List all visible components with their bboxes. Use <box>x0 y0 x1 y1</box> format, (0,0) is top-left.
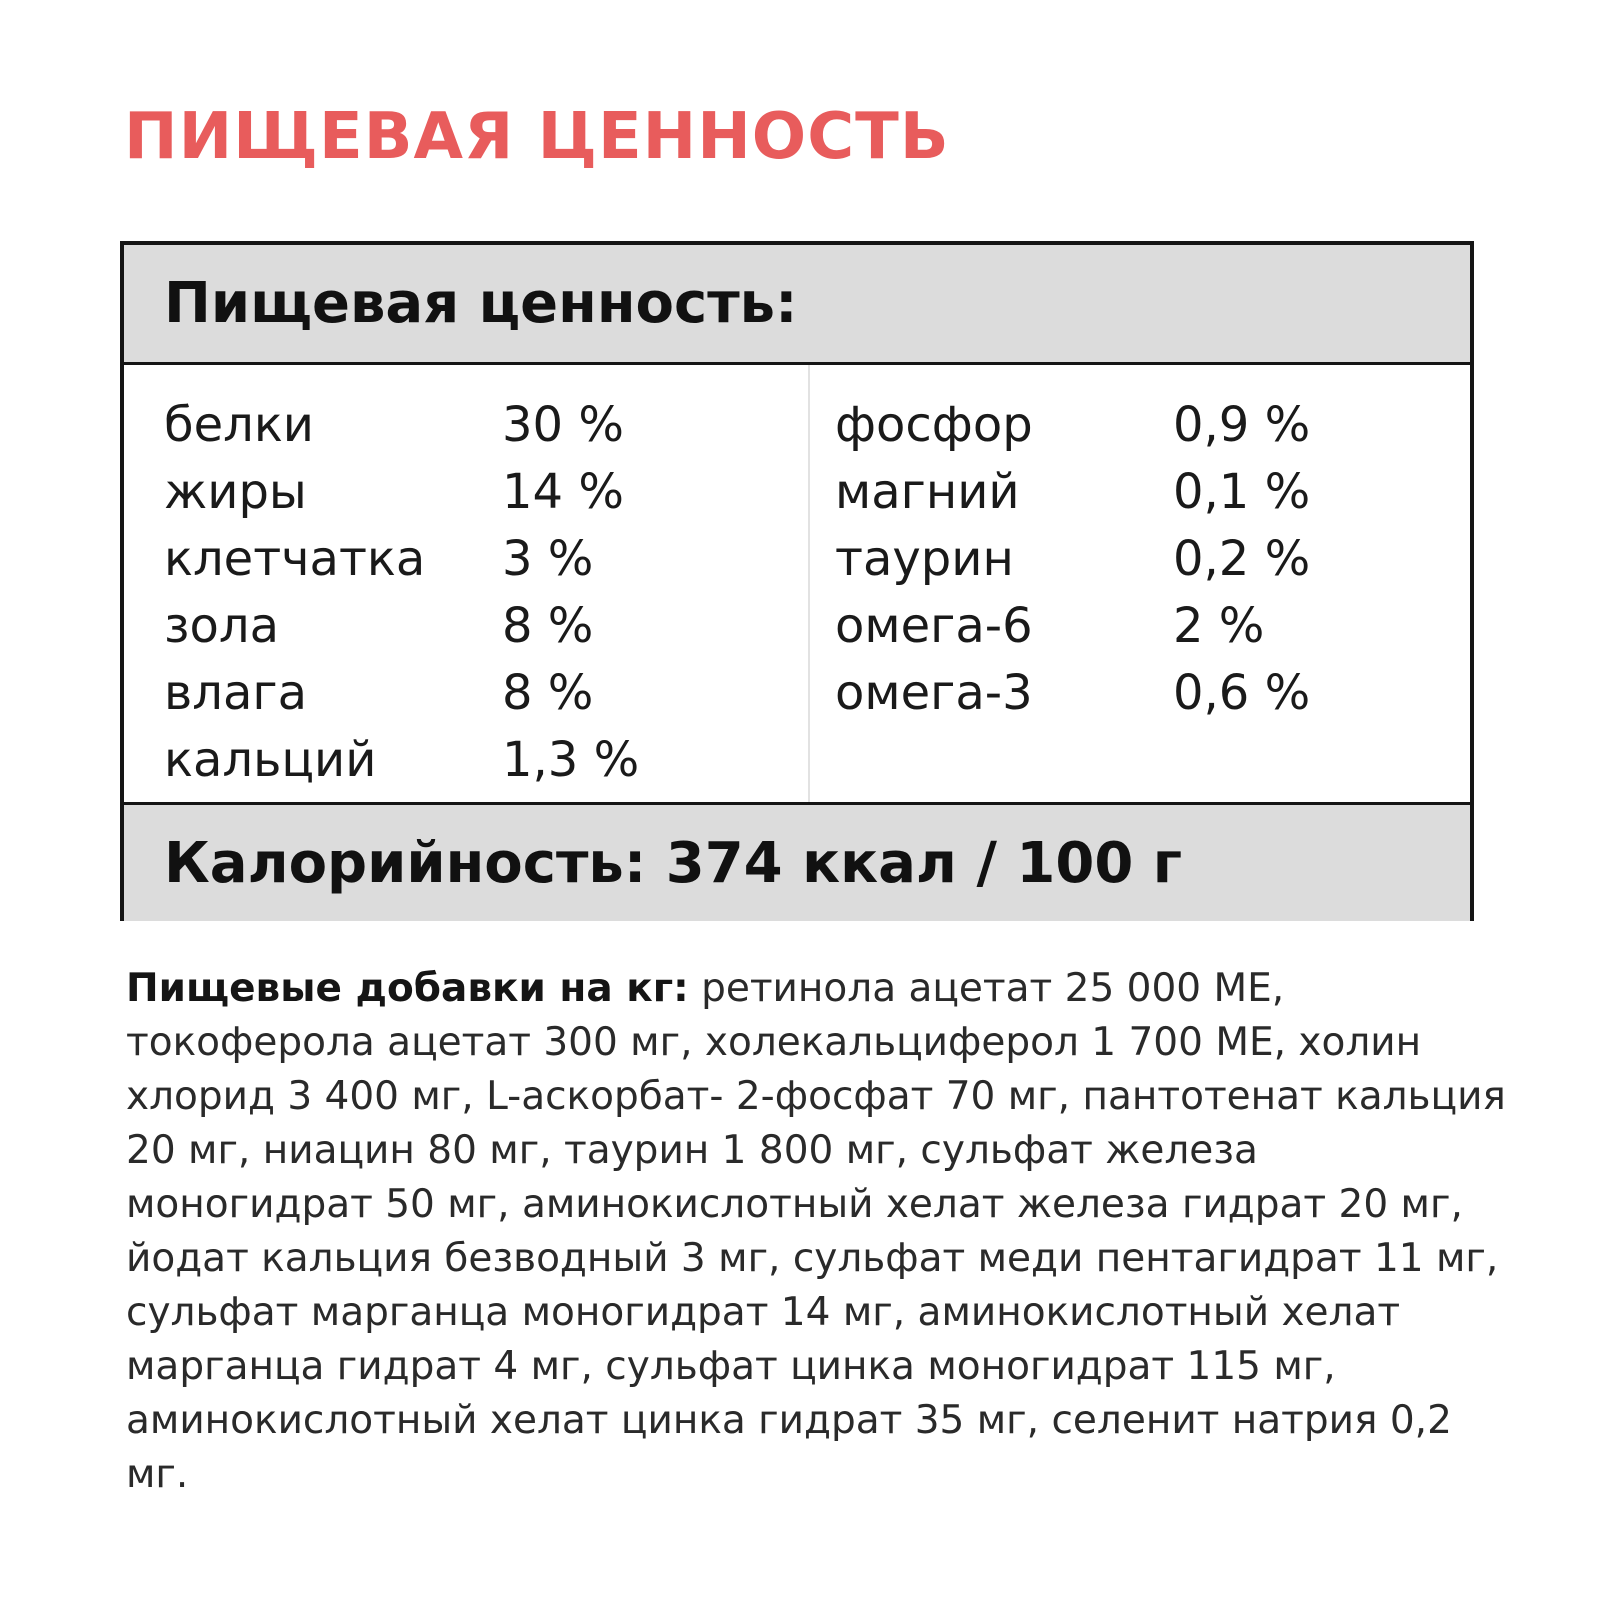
additives-paragraph <box>126 962 1516 1502</box>
page-title: ПИЩЕВАЯ ЦЕННОСТЬ <box>124 100 950 174</box>
nutrient-row <box>164 458 799 525</box>
nutrition-table <box>120 241 1474 921</box>
nutrient-row <box>835 659 1470 726</box>
table-body <box>124 365 1470 802</box>
nutrient-name: белки <box>164 396 314 453</box>
nutrient-name: зола <box>164 597 279 654</box>
calories-text: Калорийность: 374 ккал / 100 г <box>164 830 1183 896</box>
nutrient-column-left <box>124 365 799 802</box>
nutrient-row <box>164 592 799 659</box>
nutrient-value: 14 % <box>502 463 624 520</box>
column-divider <box>808 365 810 802</box>
nutrient-value: 1,3 % <box>502 731 640 788</box>
nutrient-row <box>835 525 1470 592</box>
nutrient-value: 3 % <box>502 530 594 587</box>
table-header-title: Пищевая ценность: <box>164 271 798 336</box>
nutrient-row <box>164 726 799 793</box>
additives-text: ретинола ацетат 25 000 МЕ, токоферола ацетат 300 мг, холекальциферол 1 700 МЕ, холин хлорид 3 400 мг, L-аскорбат- 2-фосфат 70 мг, пантотенат кальция 20 мг, ниацин 80 мг, таурин 1 800 мг, сульфат железа моногидрат 50 мг, аминокислотный хелат железа гидрат 20 мг, йодат кальция безводный 3 мг, сульфат меди пентагидрат 11 мг, сульфат марганца моногидрат 14 мг, аминокислотный хелат марганца гидрат 4 мг, сульфат цинка моногидрат 115 мг, аминокислотный хелат цинка гидрат 35 мг, селенит натрия 0,2 мг. <box>126 966 1506 1497</box>
nutrient-value: 8 % <box>502 597 594 654</box>
nutrient-value: 2 % <box>1173 597 1265 654</box>
nutrient-name: магний <box>835 463 1020 520</box>
nutrient-column-right <box>799 365 1470 802</box>
nutrient-row <box>835 458 1470 525</box>
nutrient-name: таурин <box>835 530 1014 587</box>
nutrient-row <box>164 659 799 726</box>
nutrient-name: кальций <box>164 731 377 788</box>
table-header <box>124 245 1470 365</box>
nutrient-name: омега-3 <box>835 664 1033 721</box>
nutrient-value: 30 % <box>502 396 624 453</box>
nutrient-name: клетчатка <box>164 530 426 587</box>
additives-label: Пищевые добавки на кг: <box>126 966 689 1011</box>
nutrient-row <box>835 391 1470 458</box>
nutrient-name: фосфор <box>835 396 1033 453</box>
nutrient-row <box>164 391 799 458</box>
nutrient-row <box>164 525 799 592</box>
table-footer <box>124 802 1470 921</box>
nutrient-value: 0,2 % <box>1173 530 1311 587</box>
nutrient-value: 8 % <box>502 664 594 721</box>
nutrient-name: влага <box>164 664 308 721</box>
nutrient-name: жиры <box>164 463 307 520</box>
nutrient-value: 0,6 % <box>1173 664 1311 721</box>
nutrient-row <box>835 592 1470 659</box>
nutrient-name: омега-6 <box>835 597 1033 654</box>
nutrient-value: 0,1 % <box>1173 463 1311 520</box>
nutrient-value: 0,9 % <box>1173 396 1311 453</box>
